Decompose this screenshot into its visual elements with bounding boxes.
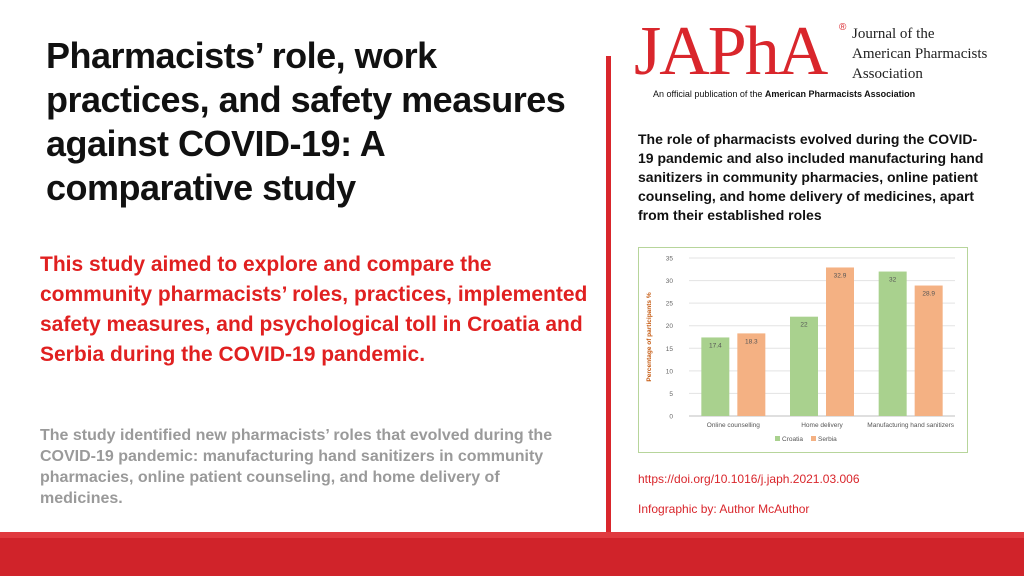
y-tick-label: 35 xyxy=(665,255,673,263)
doi-link[interactable]: https://doi.org/10.1016/j.japh.2021.03.006 xyxy=(638,472,860,486)
bar-serbia xyxy=(915,286,943,416)
bar-value-label: 28.9 xyxy=(922,290,935,298)
legend-label: Croatia xyxy=(782,436,803,443)
y-tick-label: 30 xyxy=(665,278,673,286)
legend-swatch xyxy=(811,436,816,441)
bottom-band-highlight xyxy=(0,532,1024,538)
logo-journal-name xyxy=(852,24,1022,84)
logo-subtitle-prefix: An official publication of the xyxy=(653,89,765,99)
logo-mark: JAPhA xyxy=(634,13,827,90)
y-tick-label: 5 xyxy=(669,390,673,398)
bar-value-label: 18.3 xyxy=(745,338,758,346)
bar-value-label: 22 xyxy=(800,321,808,329)
legend-swatch xyxy=(775,436,780,441)
y-tick-label: 15 xyxy=(665,345,673,353)
bar-croatia xyxy=(790,317,818,416)
summary-text: The role of pharmacists evolved during the COVID-19 pandemic and also included manufacturing hand sanitizers in community pharmacies, online patient counseling, and home delivery of medicines, apart from their established roles xyxy=(638,131,984,223)
y-tick-label: 10 xyxy=(665,368,673,376)
study-finding: The study identified new pharmacists’ roles that evolved during the COVID-19 pandemic: manufacturing hand sanitizers in community pharmacies, online patient counseling, and home delivery of medicines. xyxy=(40,427,553,507)
bar-value-label: 32 xyxy=(889,276,897,284)
study-aim: This study aimed to explore and compare the community pharmacists’ roles, practices, implemented safety measures, and psychological toll in Croatia and Serbia during the COVID-19 pandemic. xyxy=(40,253,588,366)
logo-journal-line: Journal of the xyxy=(852,26,935,42)
legend-label: Serbia xyxy=(818,436,837,443)
y-tick-label: 25 xyxy=(665,300,673,308)
infographic-credit: Infographic by: Author McAuthor xyxy=(638,502,810,516)
logo-subtitle-org: American Pharmacists Association xyxy=(764,89,916,99)
page-title: Pharmacists’ role, work practices, and safety measures against COVID-19: A comparative study xyxy=(46,35,566,208)
x-tick-label: Manufacturing hand sanitizers xyxy=(867,422,955,429)
registered-mark: ® xyxy=(839,22,847,33)
bar-serbia xyxy=(737,333,765,416)
y-axis-label: Percentage of participants % xyxy=(646,292,653,382)
y-tick-label: 0 xyxy=(669,413,673,421)
bar-value-label: 17.4 xyxy=(709,342,722,350)
chart-svg xyxy=(639,248,967,452)
bar-croatia xyxy=(879,272,907,416)
x-tick-label: Home delivery xyxy=(801,422,843,429)
bottom-band xyxy=(0,532,1024,576)
x-tick-label: Online counselling xyxy=(706,422,760,429)
logo-journal-line: American Pharmacists xyxy=(852,46,988,62)
bar-serbia xyxy=(826,267,854,416)
divider-line xyxy=(606,56,611,534)
bar-chart xyxy=(638,247,968,453)
y-tick-label: 20 xyxy=(665,323,673,331)
logo-journal-line: Association xyxy=(852,66,923,82)
logo-subtitle xyxy=(653,89,1013,99)
bar-value-label: 32.9 xyxy=(833,272,847,280)
japha-logo xyxy=(634,14,1014,104)
